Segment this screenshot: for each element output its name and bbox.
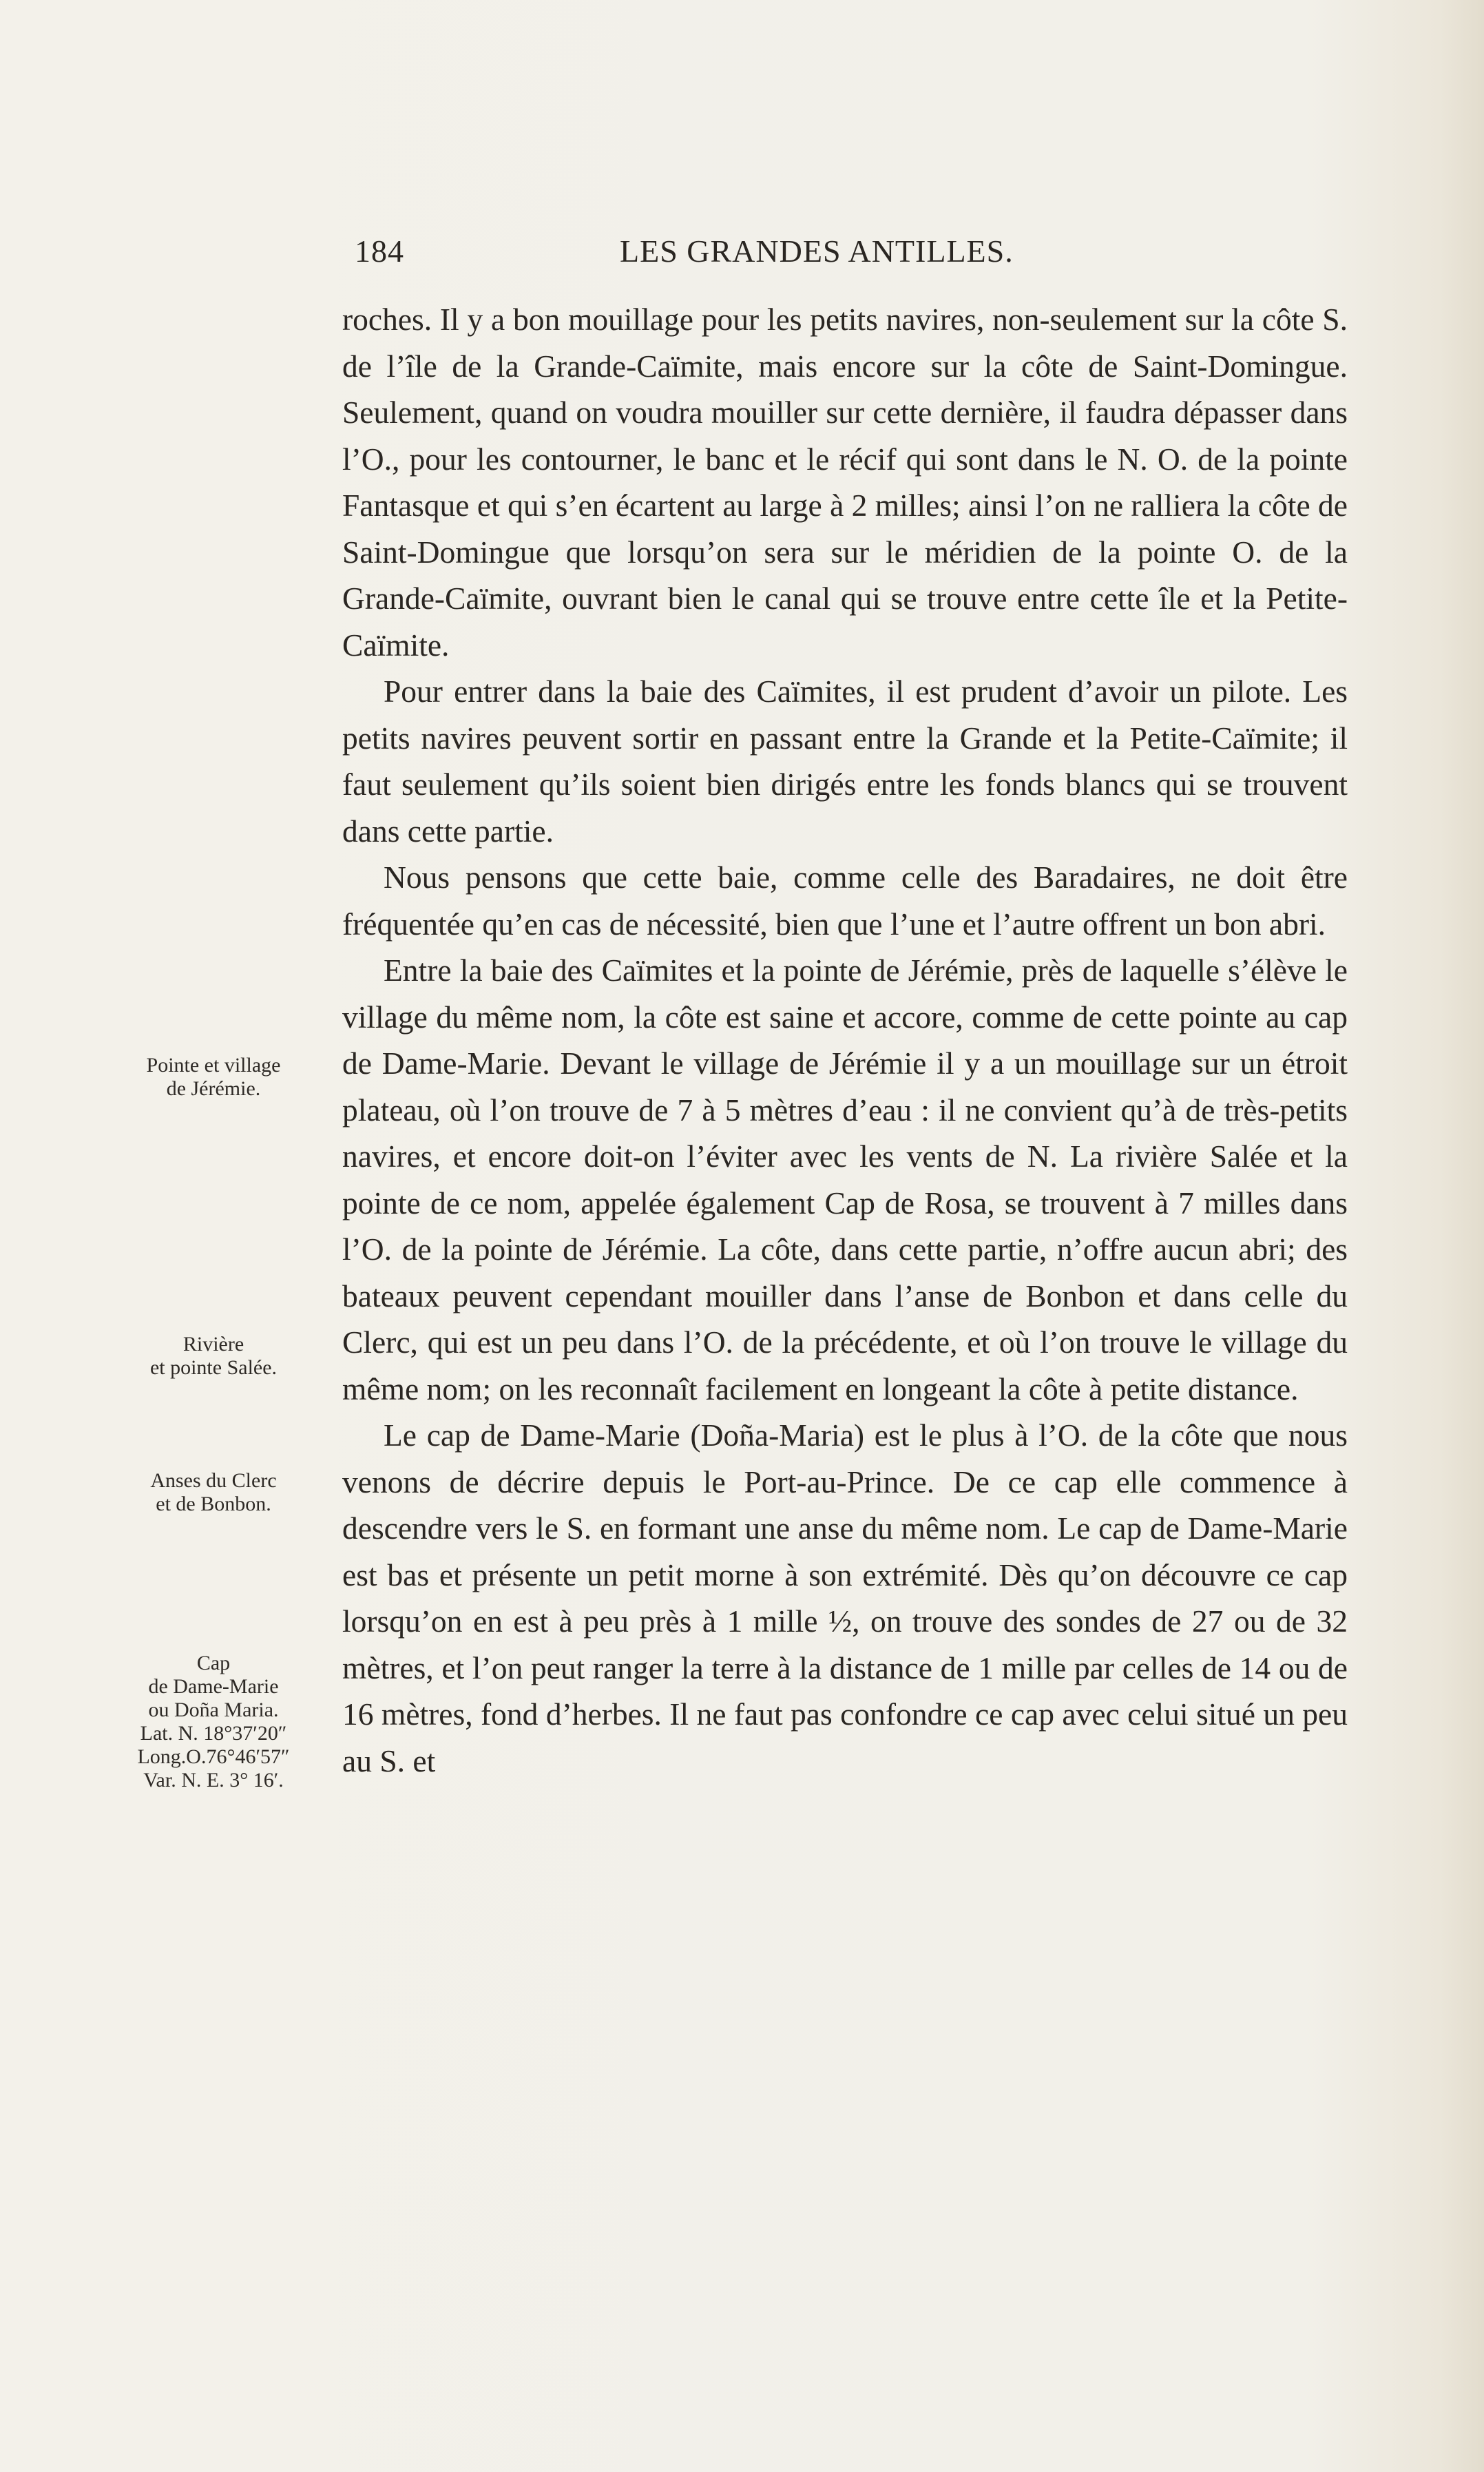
margin-note-line: Anses du Clerc — [150, 1469, 277, 1492]
margin-note-salee — [114, 1333, 313, 1380]
paragraph: Pour entrer dans la baie des Caïmites, il est prudent d’avoir un pilote. Les petits navires peuvent sortir en passant entre la Grande et la Petite-Caïmite; il faut seulement qu’ils soient bien dirigés entre les fonds blancs qui se trouvent dans cette partie. — [342, 674, 1348, 849]
margin-note-line: Lat. N. 18°37′20″ — [140, 1722, 287, 1745]
margin-note-line: Cap — [196, 1652, 231, 1674]
margin-note-line: et pointe Salée. — [149, 1356, 278, 1379]
running-head — [355, 233, 1353, 274]
margin-note-line: Var. N. E. 3° 16′. — [143, 1769, 284, 1791]
margin-note-line: de Dame-Marie — [148, 1675, 279, 1698]
margin-note-line: Rivière — [182, 1333, 244, 1356]
page-number: 184 — [355, 233, 404, 269]
paragraph: roches. Il y a bon mouillage pour les petits navires, non-seulement sur la côte S. de l’île de la Grande-Caïmite, mais encore sur la côte de Saint-Domingue. Seulement, quand on voudra mouiller sur cette dernière, il faudra dépasser dans l’O., pour les contourner, le banc et le récif qui sont dans le N. O. de la pointe Fantasque et qui s’en écartent au large à 2 milles; ainsi l’on ne ralliera la côte de Saint-Domingue que lorsqu’on sera sur le méridien de la pointe O. de la Grande-Caïmite, ouvrant bien le canal qui se trouve entre cette île et la Petite-Caïmite. — [342, 302, 1348, 663]
running-title: LES GRANDES ANTILLES. — [620, 233, 1014, 269]
paragraph: Le cap de Dame-Marie (Doña-Maria) est le plus à l’O. de la côte que nous venons de décrire depuis le Port-au-Prince. De ce cap elle commence à descendre vers le S. en formant une anse du même nom. Le cap de Dame-Marie est bas et présente un petit morne à son extrémité. Dès qu’on découvre ce cap lorsqu’on en est à peu près à 1 mille ½, on trouve des sondes de 27 ou de 32 mètres, et l’on peut ranger la terre à la distance de 1 mille par celles de 14 ou de 16 mètres, fond d’herbes. Il ne faut pas confondre ce cap avec celui situé un peu au S. et — [342, 1417, 1348, 1778]
body-text — [342, 296, 1348, 1784]
margin-note-line: ou Doña Maria. — [148, 1699, 279, 1721]
margin-note-cap — [114, 1652, 313, 1792]
margin-note-jeremie — [114, 1054, 313, 1101]
margin-note-line: Pointe et village — [146, 1054, 281, 1077]
margin-note-line: Long.O.76°46′57″ — [137, 1745, 290, 1768]
margin-note-anses — [114, 1469, 313, 1516]
margin-note-line: de Jérémie. — [166, 1077, 261, 1100]
margin-note-line: et de Bonbon. — [156, 1493, 271, 1515]
paragraph: Nous pensons que cette baie, comme celle des Baradaires, ne doit être fréquentée qu’en cas de nécessité, bien que l’une et l’autre offrent un bon abri. — [342, 860, 1348, 942]
paragraph: Entre la baie des Caïmites et la pointe de Jérémie, près de laquelle s’élève le village du même nom, la côte est saine et accore, comme de cette pointe au cap de Dame-Marie. Devant le village de Jérémie il y a un mouillage sur un étroit plateau, où l’on trouve de 7 à 5 mètres d’eau : il ne convient qu’à de très-petits navires, et encore doit-on l’éviter avec les vents de N. La rivière Salée et la pointe de ce nom, appelée également Cap de Rosa, se trouvent à 7 milles dans l’O. de la pointe de Jérémie. La côte, dans cette partie, n’offre aucun abri; des bateaux peuvent cependant mouiller dans l’anse de Bonbon et dans celle du Clerc, qui est un peu dans l’O. de la précédente, et où l’on trouve le village du même nom; on les reconnaît facilement en longeant la côte à petite distance. — [342, 953, 1348, 1406]
